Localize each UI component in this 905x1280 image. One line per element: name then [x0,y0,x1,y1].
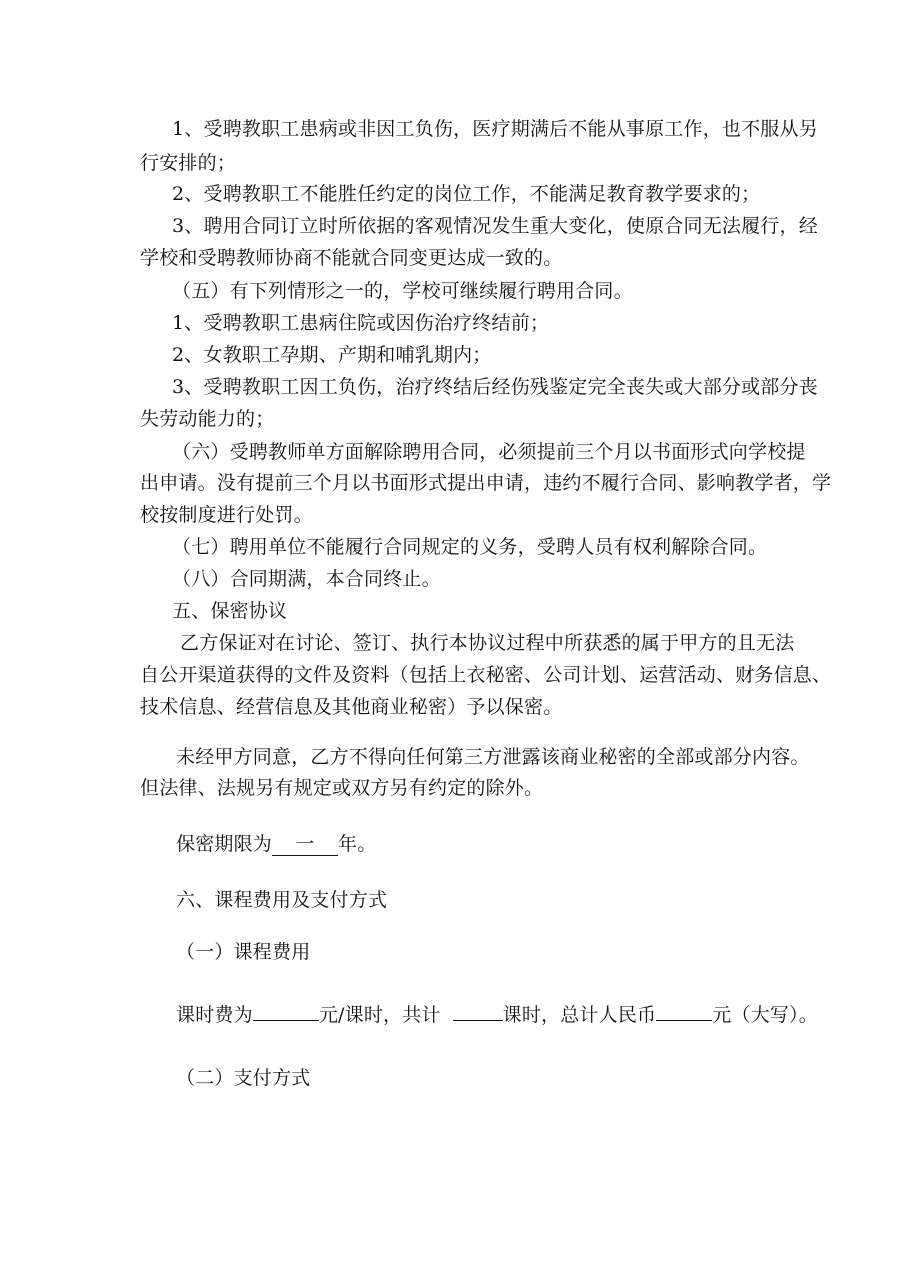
paragraph-line: 未经甲方同意，乙方不得向任何第三方泄露该商业秘密的全部或部分内容。 [176,746,810,768]
section-heading: 五、保密协议 [172,600,288,622]
secrecy-years-field[interactable]: 一 [272,833,338,856]
paragraph-line: 行安排的； [140,152,237,174]
fee-line [176,998,818,1027]
hourly-rate-field[interactable] [253,998,319,1021]
paragraph-line: 2、女教职工孕期、产期和哺乳期内； [172,344,492,366]
paragraph-line: 但法律、法规另有规定或双方另有约定的除外。 [140,777,544,799]
paragraph-line: 出申请。没有提前三个月以书面形式提出申请，违约不履行合同、影响教学者，学 [140,472,832,494]
paragraph-line: 校按制度进行处罚。 [140,504,313,526]
fee-label-rate: 课时费为 [176,1004,253,1026]
total-hours-field[interactable] [453,998,503,1021]
fee-label-uppercase: 元（大写）。 [712,1004,818,1026]
section-heading: （五）有下列情形之一的，学校可继续履行聘用合同。 [172,280,633,302]
subsection-heading: （一）课程费用 [176,941,311,963]
paragraph-line: 失劳动能力的； [140,408,275,430]
paragraph-line: （八）合同期满，本合同终止。 [172,568,441,590]
paragraph-line: 2、受聘教职工不能胜任约定的岗位工作，不能满足教育教学要求的； [172,183,761,205]
paragraph-line: 学校和受聘教师协商不能就合同变更达成一致的。 [140,247,563,269]
paragraph-line: 技术信息、经营信息及其他商业秘密）予以保密。 [140,696,563,718]
total-amount-field[interactable] [656,998,712,1021]
subsection-heading: （二）支付方式 [176,1067,311,1089]
paragraph-line: 自公开渠道获得的文件及资料（包括上衣秘密、公司计划、运营活动、财务信息、 [140,664,832,686]
fee-label-hours: 元/课时，共计 [318,1004,441,1026]
paragraph-line: 1、受聘教职工患病或非因工负伤，医疗期满后不能从事原工作，也不服从另 [172,118,818,140]
secrecy-prefix: 保密期限为 [176,833,273,855]
secrecy-suffix: 年。 [338,833,377,855]
paragraph-line: （六）受聘教师单方面解除聘用合同，必须提前三个月以书面形式向学校提 [172,441,806,463]
paragraph-line: 3、受聘教职工因工负伤，治疗终结后经伤残鉴定完全丧失或大部分或部分丧 [172,376,818,398]
paragraph-line: 1、受聘教职工患病住院或因伤治疗终结前； [172,312,550,334]
secrecy-term-line [176,832,376,856]
paragraph-line: （七）聘用单位不能履行合同规定的义务，受聘人员有权利解除合同。 [172,536,768,558]
paragraph-line: 3、聘用合同订立时所依据的客观情况发生重大变化，使原合同无法履行，经 [172,215,818,237]
paragraph-line: 乙方保证对在讨论、签订、执行本协议过程中所获悉的属于甲方的且无法 [180,632,795,654]
section-heading: 六、课程费用及支付方式 [176,889,388,911]
fee-label-total: 课时，总计人民币 [502,1004,657,1026]
